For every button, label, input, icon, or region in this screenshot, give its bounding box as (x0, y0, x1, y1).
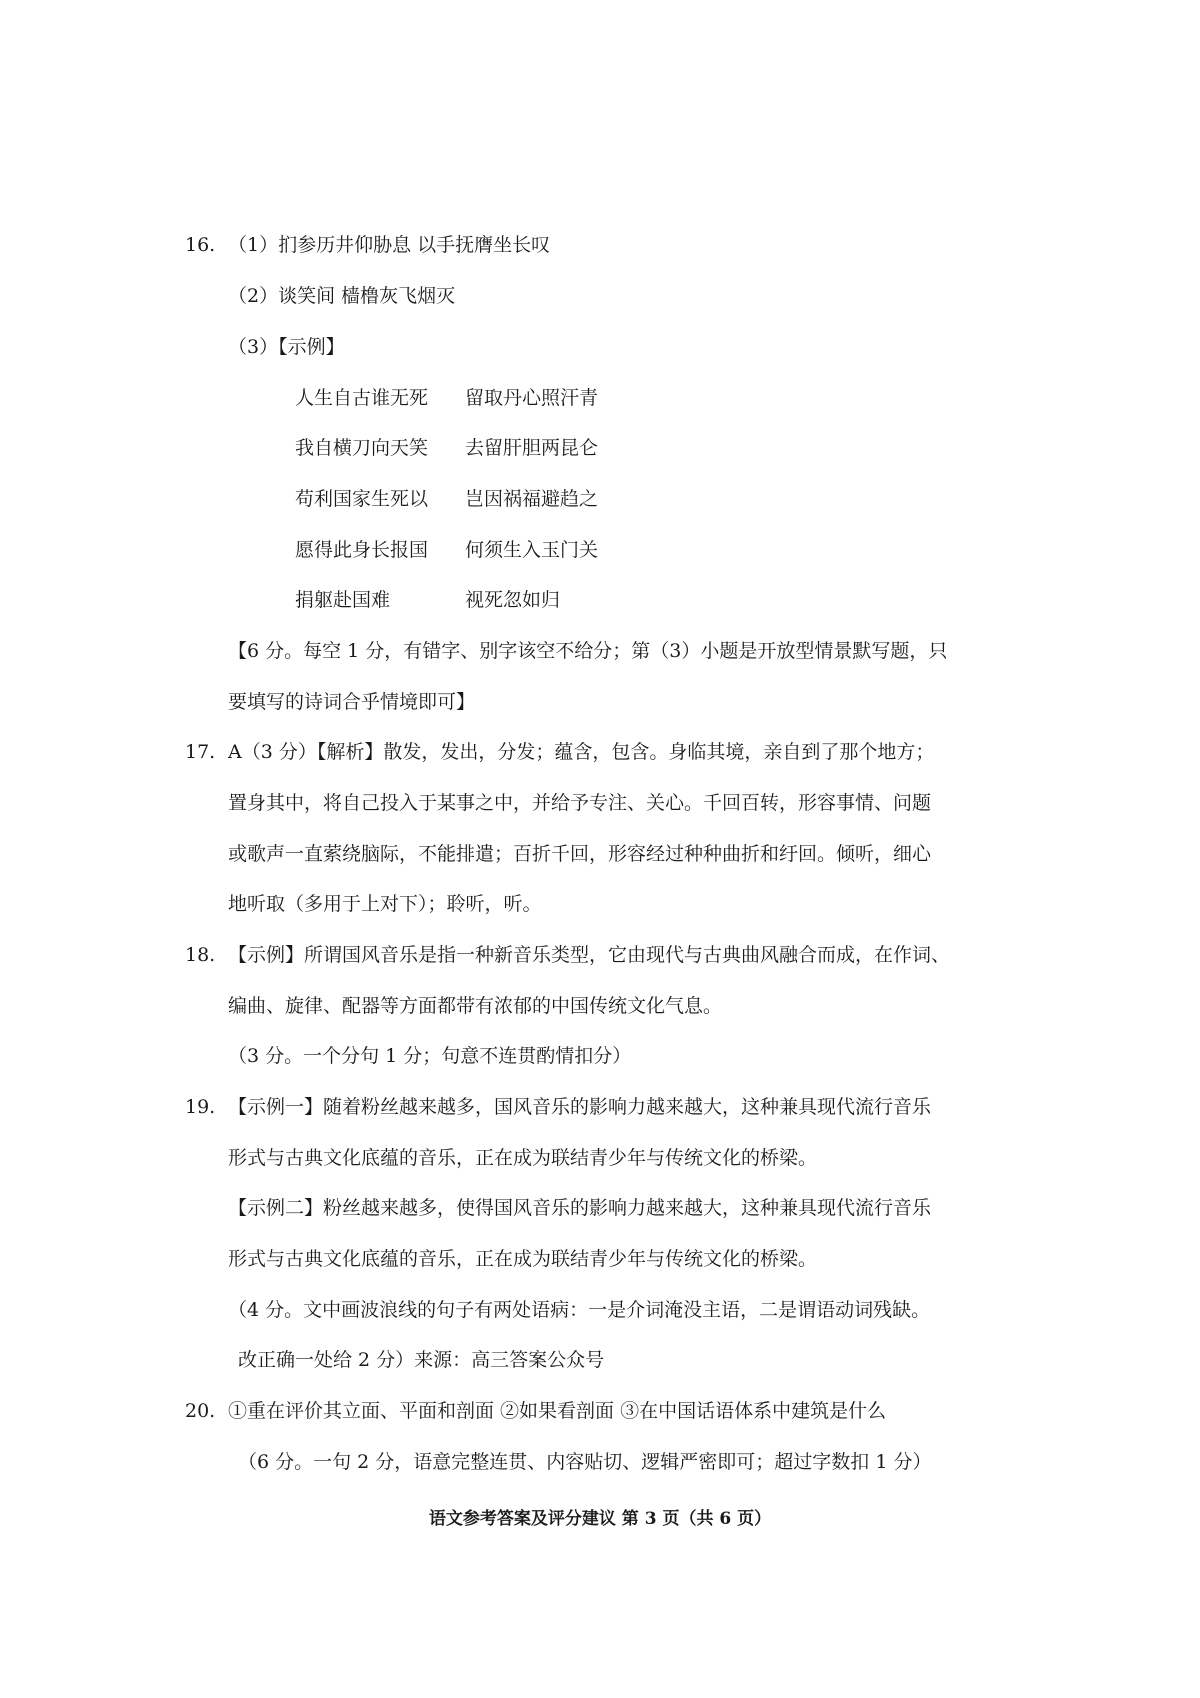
q19-line2: 形式与古典文化底蕴的音乐，正在成为联结青少年与传统文化的桥梁。 (228, 1147, 818, 1169)
q19-line3: 【示例二】粉丝越来越多，使得国风音乐的影响力越来越大，这种兼具现代流行音乐 (228, 1197, 932, 1219)
q18-scoring-note: （3 分。一个分句 1 分；句意不连贯酌情扣分） (228, 1045, 632, 1067)
example-line-a: 我自横刀向天笑 (295, 437, 429, 459)
q17-line3: 或歌声一直萦绕脑际，不能排遣；百折千回，形容经过种种曲折和纡回。倾听，细心 (228, 843, 932, 865)
q16-scoring-note-cont: 要填写的诗词合乎情境即可】 (228, 691, 476, 713)
q16-part2: （2）谈笑间 樯橹灰飞烟灭 (228, 285, 456, 307)
q19-line1: 【示例一】随着粉丝越来越多，国风音乐的影响力越来越大，这种兼具现代流行音乐 (228, 1096, 932, 1118)
q18-line2: 编曲、旋律、配器等方面都带有浓郁的中国传统文化气息。 (228, 995, 723, 1017)
q16-part3: （3）【示例】 (228, 336, 345, 358)
example-line-a: 捐躯赴国难 (295, 589, 391, 611)
q18-line1: 【示例】所谓国风音乐是指一种新音乐类型，它由现代与古典曲风融合而成，在作词、 (228, 944, 951, 966)
example-line-a: 愿得此身长报国 (295, 539, 429, 561)
example-line-b: 何须生入玉门关 (465, 539, 599, 561)
q16-part1: （1）扪参历井仰胁息 以手抚膺坐长叹 (228, 234, 551, 256)
example-line-b: 留取丹心照汗青 (465, 387, 599, 409)
q19-scoring-note: （4 分。文中画波浪线的句子有两处语病：一是介词淹没主语，二是谓语动词残缺。 (228, 1299, 931, 1321)
q17-line1: A（3 分）【解析】散发，发出，分发；蕴含，包含。身临其境，亲自到了那个地方； (228, 741, 935, 763)
question-number-20: 20. (185, 1400, 216, 1422)
q19-scoring-note-cont: 改正确一处给 2 分）来源：高三答案公众号 (238, 1349, 605, 1371)
q17-line2: 置身其中，将自己投入于某事之中，并给予专注、关心。千回百转，形容事情、问题 (228, 792, 932, 814)
question-number-19: 19. (185, 1096, 216, 1118)
example-line-b: 视死忽如归 (465, 589, 561, 611)
question-number-17: 17. (185, 741, 216, 763)
q19-line4: 形式与古典文化底蕴的音乐，正在成为联结青少年与传统文化的桥梁。 (228, 1248, 818, 1270)
page-footer: 语文参考答案及评分建议 第 3 页（共 6 页） (428, 1509, 772, 1529)
q16-scoring-note: 【6 分。每空 1 分，有错字、别字该空不给分；第（3）小题是开放型情景默写题，只 (228, 640, 948, 662)
example-line-a: 苟利国家生死以 (295, 488, 429, 510)
question-number-16: 16. (185, 234, 216, 256)
example-line-a: 人生自古谁无死 (295, 387, 429, 409)
question-number-18: 18. (185, 944, 216, 966)
q20-line1: ①重在评价其立面、平面和剖面 ②如果看剖面 ③在中国话语体系中建筑是什么 (228, 1400, 887, 1422)
example-line-b: 岂因祸福避趋之 (465, 488, 599, 510)
q17-line4: 地听取（多用于上对下）；聆听，听。 (228, 893, 542, 915)
example-line-b: 去留肝胆两昆仑 (465, 437, 599, 459)
q20-scoring-note: （6 分。一句 2 分，语意完整连贯、内容贴切、逻辑严密即可；超过字数扣 1 分） (238, 1451, 932, 1473)
